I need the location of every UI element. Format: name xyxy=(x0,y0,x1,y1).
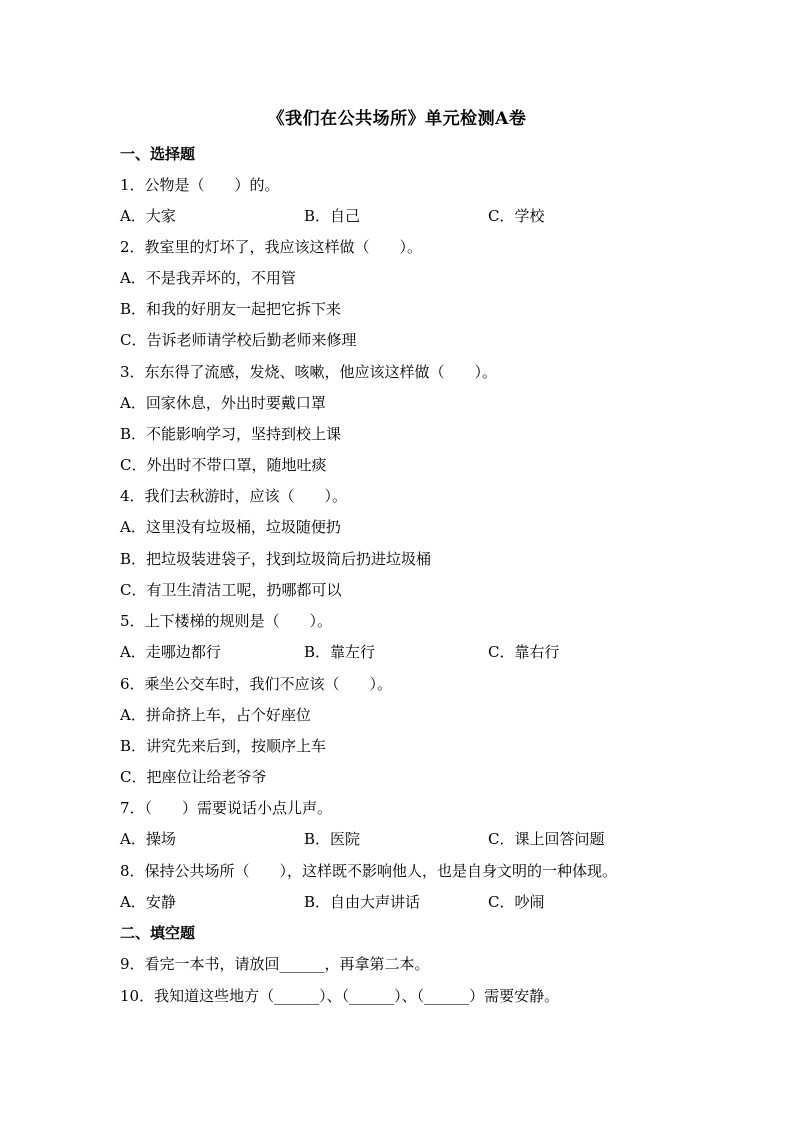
question-8-stem: 8．保持公共场所（ ），这样既不影响他人，也是自身文明的一种体现。 xyxy=(120,862,618,880)
question-2-option-c: C．告诉老师请学校后勤老师来修理 xyxy=(120,331,357,349)
question-3-stem: 3．东东得了流感，发烧、咳嗽，他应该这样做（ ）。 xyxy=(120,363,498,381)
question-1-option-a: A．大家 xyxy=(120,207,176,225)
question-7-option-b: B．医院 xyxy=(304,830,361,848)
question-4-option-b: B．把垃圾装进袋子，找到垃圾筒后扔进垃圾桶 xyxy=(120,550,432,568)
section-heading-choice: 一、选择题 xyxy=(120,145,196,163)
question-6-option-b: B．讲究先来后到，按顺序上车 xyxy=(120,737,327,755)
question-1-stem: 1．公物是（ ）的。 xyxy=(120,176,280,194)
question-5-option-b: B．靠左行 xyxy=(304,643,376,661)
question-1-option-b: B．自己 xyxy=(304,207,361,225)
question-5-stem: 5．上下楼梯的规则是（ ）。 xyxy=(120,612,333,630)
question-2-option-b: B．和我的好朋友一起把它拆下来 xyxy=(120,300,342,318)
question-3-option-c: C．外出时不带口罩，随地吐痰 xyxy=(120,456,327,474)
question-7-option-c: C．课上回答问题 xyxy=(488,830,605,848)
question-2-option-a: A．不是我弄坏的，不用管 xyxy=(120,269,296,287)
question-8-option-a: A．安静 xyxy=(120,893,176,911)
question-1-option-c: C．学校 xyxy=(488,207,545,225)
page-title: 《我们在公共场所》单元检测A卷 xyxy=(267,109,527,129)
question-6-stem: 6．乘坐公交车时，我们不应该（ ）。 xyxy=(120,675,393,693)
question-10-stem: 10．我知道这些地方（______）、（______）、（______）需要安静。 xyxy=(120,987,560,1005)
question-3-option-b: B．不能影响学习，坚持到校上课 xyxy=(120,425,342,443)
question-8-option-b: B．自由大声讲话 xyxy=(304,893,421,911)
question-8-option-c: C．吵闹 xyxy=(488,893,545,911)
question-7-stem: 7．（ ）需要说话小点儿声。 xyxy=(120,799,333,817)
question-5-option-a: A．走哪边都行 xyxy=(120,643,221,661)
question-3-option-a: A．回家休息，外出时要戴口罩 xyxy=(120,394,326,412)
question-4-option-a: A．这里没有垃圾桶，垃圾随便扔 xyxy=(120,518,341,536)
question-4-stem: 4．我们去秋游时，应该（ ）。 xyxy=(120,487,348,505)
question-5-option-c: C．靠右行 xyxy=(488,643,560,661)
question-6-option-a: A．拼命挤上车，占个好座位 xyxy=(120,706,311,724)
question-9-stem: 9．看完一本书，请放回______，再拿第二本。 xyxy=(120,955,430,973)
question-6-option-c: C．把座位让给老爷爷 xyxy=(120,768,267,786)
section-heading-fill: 二、填空题 xyxy=(120,924,196,942)
question-2-stem: 2．教室里的灯坏了，我应该这样做（ ）。 xyxy=(120,238,423,256)
question-4-option-c: C．有卫生清洁工呢，扔哪都可以 xyxy=(120,581,342,599)
question-7-option-a: A．操场 xyxy=(120,830,176,848)
